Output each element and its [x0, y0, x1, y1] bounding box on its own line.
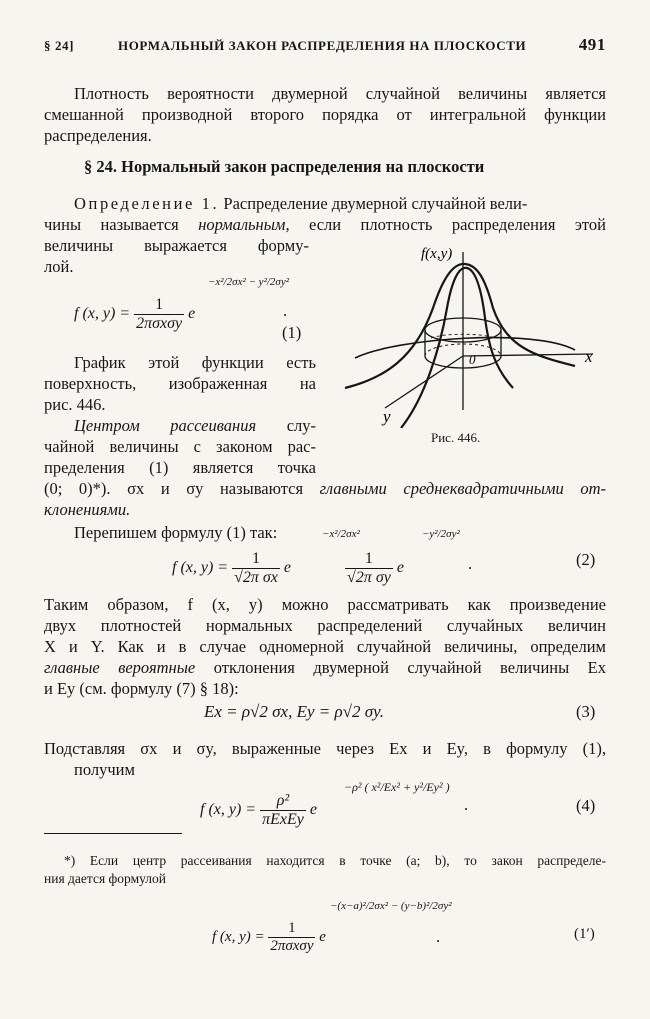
center-line-3: пределения (1) является точка — [44, 458, 316, 477]
fn-numerator: 1 — [268, 920, 315, 938]
eq1-lhs: f (x, y) = — [74, 305, 131, 323]
definition-text-1: Распределение двумерной случайной вели- — [223, 194, 528, 213]
center-line-1 — [74, 415, 316, 436]
eq4-lhs: f (x, y) = — [200, 801, 257, 819]
eq2-fraction-1 — [232, 550, 280, 587]
definition-line-4: лой. — [44, 257, 74, 276]
center-text-4: (0; 0)*). σx и σy называются — [44, 479, 304, 498]
thus-emphasis: главные вероятные — [44, 658, 196, 677]
eq2-lhs: f (x, y) = — [172, 559, 229, 577]
header-title: НОРМАЛЬНЫЙ ЗАКОН РАСПРЕДЕЛЕНИЯ НА ПЛОСКОСТИ — [118, 38, 527, 53]
thus-line-1: Таким образом, f (x, y) можно рассматривать как произведение — [44, 595, 606, 614]
center-text-1: слу- — [286, 416, 316, 435]
definition-text-2b: если плотность распределения этой — [309, 215, 607, 234]
x-axis-label: x — [585, 347, 593, 366]
definition-line-3: величины выражается форму- — [44, 236, 309, 255]
eq4-numerator: ρ² — [260, 792, 306, 811]
eq1-dot: . — [283, 301, 288, 320]
page-number: 491 — [578, 35, 606, 54]
eq2-base-1: e — [283, 559, 292, 577]
thus-text-4: отклонения двумерной случайной величины Ex — [213, 658, 606, 677]
footnote-formula — [212, 920, 326, 955]
eq4-exponent: −ρ² ( x²/Ex² + y²/Ey² ) — [344, 780, 450, 794]
z-axis-label: f(x,y) — [421, 246, 453, 262]
subst-line-1: Подставляя σx и σy, выраженные через Ex и Ey, в формулу (1), — [44, 739, 606, 758]
eq2-exponent-1: −x²/2σx² — [322, 528, 360, 540]
eq2-label: (2) — [576, 550, 596, 569]
equation-4 — [200, 792, 317, 829]
thus-line-2: двух плотностей нормальных распределений случайных величин — [44, 616, 606, 635]
definition-word: Определение 1. — [74, 194, 220, 213]
section-heading: § 24. Нормальный закон распределения на плоскости — [84, 157, 485, 176]
eq2-denominator-2: √2π σy — [347, 569, 391, 586]
header-section: § 24] — [44, 38, 75, 53]
eq2-exponent-2: −y²/2σy² — [422, 528, 460, 540]
center-emphasis-3: клонениями. — [44, 500, 131, 519]
eq2-numerator-1: 1 — [232, 550, 280, 569]
eq2-dot: . — [468, 554, 473, 573]
intro-line-2: смешанной производной второго порядка от интегральной функции — [44, 105, 606, 124]
eq4-fraction — [260, 792, 306, 829]
figure-caption: Рис. 446. — [431, 430, 481, 445]
eq1-label: (1) — [282, 323, 302, 342]
center-emphasis-2: главными среднеквадратичными от- — [319, 479, 606, 498]
center-emphasis: Центром рассеивания — [74, 416, 257, 435]
center-line-5 — [44, 499, 130, 520]
intro-line-3: распределения. — [44, 126, 152, 145]
figure-446 — [335, 238, 605, 428]
footnote-line-1: *) Если центр рассеивания находится в точке (a; b), то закон распределе- — [64, 853, 606, 868]
eq3-label: (3) — [576, 702, 596, 721]
subst-line-2: получим — [74, 760, 135, 779]
thus-line-5: и Ey (см. формулу (7) § 18): — [44, 679, 239, 698]
eq2-denominator-1: √2π σx — [234, 569, 278, 586]
eq2-numerator-2: 1 — [345, 550, 393, 569]
eq2-base-2: e — [396, 559, 404, 577]
x-axis — [463, 354, 593, 356]
rewrite-line: Перепишем формулу (1) так: — [74, 523, 278, 542]
thus-line-3: X и Y. Как и в случае одномерной случайной величины, определим — [44, 637, 606, 656]
eq1-denominator: 2πσxσy — [136, 315, 183, 332]
center-line-4 — [44, 478, 606, 499]
footnote-line-2: ния дается формулой — [44, 871, 166, 886]
eq1-exponent: −x²/2σx² − y²/2σy² — [208, 276, 290, 288]
origin-label: 0 — [469, 352, 476, 367]
y-axis-label: y — [383, 407, 391, 426]
eq4-denominator: πExEy — [262, 811, 304, 828]
eq1-numerator: 1 — [134, 296, 184, 315]
equation-1 — [74, 296, 195, 333]
graph-line-2: поверхность, изображенная на — [44, 374, 316, 393]
surface-outer-curve — [345, 264, 575, 388]
definition-text-2a: чины называется — [44, 215, 179, 234]
fn-fraction — [268, 920, 315, 955]
surface-inner-curve — [401, 268, 513, 428]
fn-exponent: −(x−a)²/2σx² − (y−b)²/2σy² — [330, 900, 452, 912]
eq4-dot: . — [464, 795, 469, 814]
eq1-base: e — [188, 305, 196, 323]
thus-line-4 — [44, 657, 606, 678]
definition-line-2 — [44, 214, 606, 235]
intro-line-1: Плотность вероятности двумерной случайной величины является — [74, 84, 606, 103]
eq4-label: (4) — [576, 796, 596, 815]
fn-base: e — [319, 928, 326, 945]
footnote-rule — [44, 833, 182, 834]
fn-denominator: 2πσxσy — [270, 938, 314, 954]
equation-3: Ex = ρ√2 σx, Ey = ρ√2 σy. — [204, 702, 384, 721]
eq1-fraction — [134, 296, 184, 333]
graph-line-1: График этой функции есть — [74, 353, 316, 372]
definition-emphasis: нормальным, — [198, 215, 290, 234]
fn-dot: . — [436, 927, 441, 946]
eq4-base: e — [309, 801, 317, 819]
fn-lhs: f (x, y) = — [212, 928, 265, 945]
definition-line-1 — [74, 193, 606, 214]
center-line-2: чайной величины с законом рас- — [44, 437, 316, 456]
graph-line-3: рис. 446. — [44, 395, 106, 414]
equation-2 — [172, 550, 404, 587]
fn-label: (1′) — [574, 926, 595, 942]
eq2-fraction-2 — [345, 550, 393, 587]
